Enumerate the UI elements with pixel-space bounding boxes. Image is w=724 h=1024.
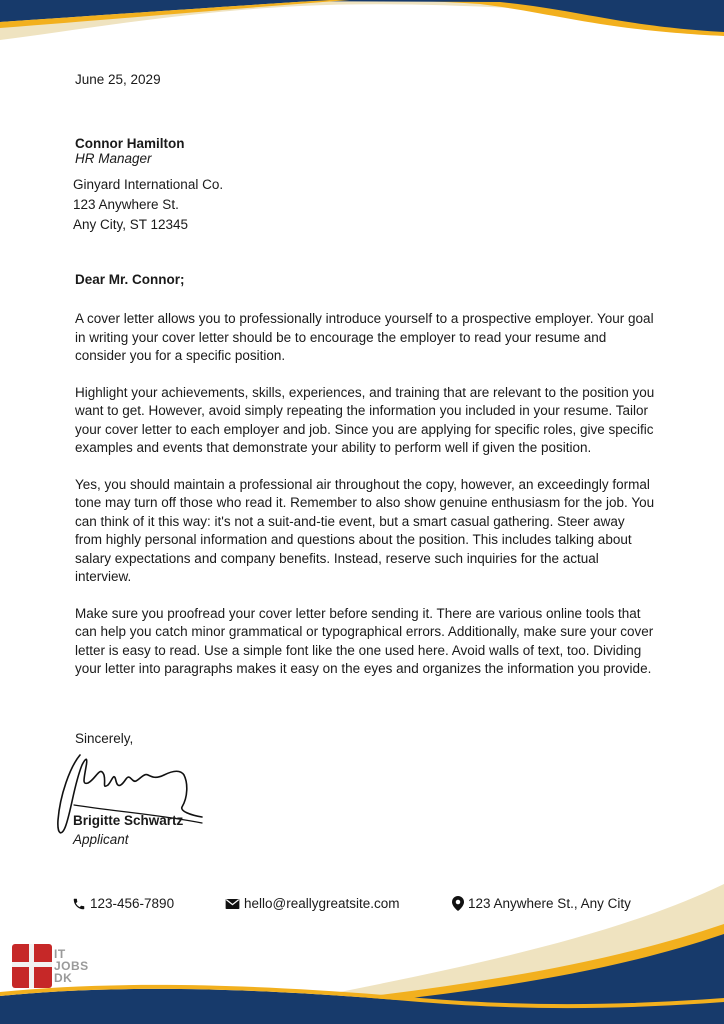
watermark-logo	[10, 942, 100, 994]
paragraph: Yes, you should maintain a professional air throughout the copy, however, an exceedingly formal tone may turn off those who read it. Remember to also show genuine enthusiasm for the job. You can think of it this way: it's not a suit-and-tie event, but a smart casual gathering. Steer away from highly personal information and questions about the position. This includes talking about salary expectations and company benefits. Instead, reserve such inquiries for the actual interview.	[75, 476, 655, 584]
paragraph: Make sure you proofread your cover letter before sending it. There are various online tools that can help you catch minor grammatical or typographical errors. Additionally, make sure your cover letter is easy to read. Use a simple font like the one used here. Avoid walls of text, too. Dividing your letter into paragraphs makes it easy on the eyes and organizes the information you provide.	[75, 605, 654, 676]
letter-body	[75, 310, 655, 697]
closing: Sincerely,	[75, 731, 134, 746]
contact-address-text: 123 Anywhere St., Any City	[468, 896, 631, 911]
paragraph: A cover letter allows you to professionally introduce yourself to a prospective employer. Your goal in writing your cover letter should be to encourage the employer to read your resume and consider you for a specific position.	[75, 311, 654, 363]
footer-wave-decoration	[0, 884, 724, 1024]
sender-title: Applicant	[73, 832, 129, 847]
header-wave-decoration	[0, 0, 724, 60]
recipient-address	[73, 175, 223, 235]
logo-line: DK	[54, 971, 73, 985]
recipient-city: Any City, ST 12345	[73, 217, 189, 232]
recipient-street: 123 Anywhere St.	[73, 197, 179, 212]
contact-email-text[interactable]: hello@reallygreatsite.com	[244, 896, 400, 911]
letter-date: June 25, 2029	[75, 72, 161, 87]
salutation: Dear Mr. Connor;	[75, 272, 185, 287]
logo-line: JOBS	[54, 959, 89, 973]
paragraph: Highlight your achievements, skills, experiences, and training that are relevant to the position you want to get. However, avoid simply repeating the information you included in your resume. Tailor your cover letter to each employer and job. Since you are applying for specific roles, give specific examples and events that demonstrate your ability to perform well if given the position.	[75, 384, 655, 455]
contact-phone-text[interactable]: 123-456-7890	[90, 896, 175, 911]
sender-name: Brigitte Schwartz	[73, 813, 184, 828]
logo-line: IT	[54, 947, 66, 961]
signature-image	[52, 745, 212, 845]
recipient-company: Ginyard International Co.	[73, 177, 224, 192]
recipient-title: HR Manager	[75, 151, 152, 166]
recipient-name: Connor Hamilton	[75, 136, 185, 151]
logo-text	[54, 948, 89, 984]
logo-mark-icon	[12, 944, 52, 988]
